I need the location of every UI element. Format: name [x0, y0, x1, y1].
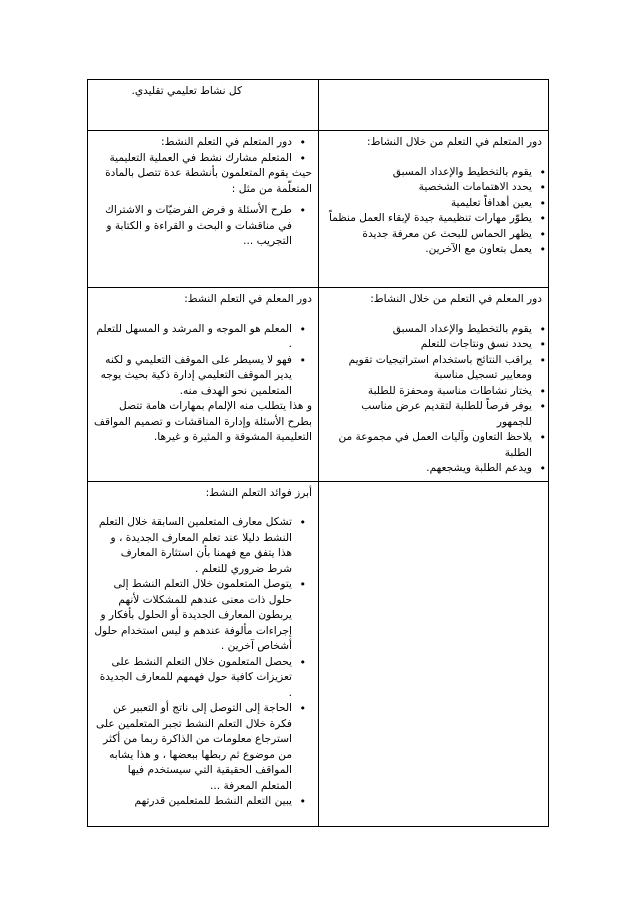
row4-left-list	[94, 515, 312, 810]
list-item: • الحاجة إلى التوصل إلى ناتج أو التعبير عن فكرة خلال التعلم النشط تجبر المتعلمين على استرجاع معلومات من الذاكرة ربما من أكثر من موضوع ثم ربطها ببعضها ، و هذا يشابه المواقف الحقيقية التي سيستخدم فيها المتعلم المعرفة ...	[94, 701, 292, 794]
row2-right-heading: دور المتعلم في التعلم من خلال النشاط:	[367, 136, 542, 148]
cell-row1-right	[319, 80, 549, 131]
row2-left-list-bottom	[94, 203, 312, 250]
list-item: • المتعلم مشارك نشط في العملية التعليمية	[94, 151, 292, 167]
row3-left-paragraph: و هذا يتطلب منه الإلمام بمهارات هامة تتصل بطرح الأسئلة وإدارة المناقشات و تصميم المواقف التعليمية المشوقة و المثيرة و غيرها.	[94, 400, 312, 443]
list-item: • يحصل المتعلمون خلال التعلم النشط على تعزيزات كافية حول فهمهم للمعارف الجديدة .	[94, 655, 292, 702]
list-item: • يلاحظ التعاون وآليات العمل في مجموعة من الطلبة	[325, 430, 532, 461]
row2-left-list-top	[94, 135, 312, 166]
list-item: • فهو لا يسيطر على الموقف التعليمي و لكنه يدير الموقف التعليمي إدارة ذكية بحيث يوجه المتعلمين نحو الهدف منه.	[94, 353, 292, 400]
cell-row2-left	[88, 131, 319, 288]
row3-left-list	[94, 322, 312, 400]
list-item: • دور المتعلم في التعلم النشط:	[94, 135, 292, 151]
table-row	[88, 80, 549, 131]
list-item: • تشكل معارف المتعلمين السابقة خلال التعلم النشط دليلا عند تعلم المعارف الجديدة ، و هذا يتفق مع فهمنا بأن استثارة المعارف شرط ضروري للتعلم .	[94, 515, 292, 577]
table-row	[88, 288, 549, 482]
list-item: • يوفر فرصاً للطلبة لتقديم عرض مناسب للجمهور	[325, 399, 532, 430]
table-row	[88, 481, 549, 826]
row3-left-heading: دور المعلم في التعلم النشط:	[184, 293, 312, 305]
list-item: • يظهر الحماس للبحث عن معرفة جديدة	[325, 227, 532, 243]
list-item: • يقوم بالتخطيط والإعداد المسبق	[325, 322, 532, 338]
list-item: • ويدعم الطلبة ويشجعهم.	[325, 461, 532, 477]
cell-row3-left	[88, 288, 319, 482]
cell-row4-right	[319, 481, 549, 826]
list-item: • يعمل بتعاون مع الآخرين.	[325, 242, 532, 258]
list-item: • يبين التعلم النشط للمتعلمين قدرتهم	[94, 794, 292, 810]
row3-right-heading: دور المعلم في التعلم من خلال النشاط:	[370, 293, 542, 305]
content-table	[87, 79, 549, 827]
list-item: • يحدد نسق ونتاجات للتعلم	[325, 337, 532, 353]
row3-right-list	[325, 322, 542, 477]
list-item: • المعلم هو الموجه و المرشد و المسهل للتعلم .	[94, 322, 292, 353]
list-item: • يتوصل المتعلمون خلال التعلم النشط إلى حلول ذات معنى عندهم للمشكلات لأنهم يربطون المعارف الجديدة أو الحلول بأفكار و إجراءات مألوفة عندهم و ليس استخدام حلول أشخاص آخرين .	[94, 577, 292, 655]
list-item: • يختار نشاطات مناسبة ومحفزة للطلبة	[325, 384, 532, 400]
list-item: • طرح الأسئلة و فرض الفرضيّات و الاشتراك في مناقشات و البحث و القراءة و الكتابة و التجريب ...	[94, 203, 292, 250]
cell-row2-right	[319, 131, 549, 288]
cell-row4-left	[88, 481, 319, 826]
table-row	[88, 131, 549, 288]
list-item: • يعين أهدافاً تعليمية	[325, 196, 532, 212]
row4-left-heading: أبرز فوائد التعلم النشط:	[205, 486, 312, 499]
list-item: • يراقب النتائج باستخدام استراتيجيات تقويم ومعايير تسجيل مناسبة	[325, 353, 532, 384]
cell-row3-right	[319, 288, 549, 482]
row2-right-list	[325, 165, 542, 258]
row1-text: كل نشاط تعليمي تقليدي.	[131, 85, 242, 97]
row2-left-paragraph: حيث يقوم المتعلمون بأنشطة عدة تتصل بالمادة المتعلّمة من مثل :	[105, 167, 312, 195]
list-item: • يقوم بالتخطيط والإعداد المسبق	[325, 165, 532, 181]
cell-row1-left	[88, 80, 319, 131]
list-item: • يحدد الاهتمامات الشخصية	[325, 180, 532, 196]
list-item: • يطوّر مهارات تنظيمية جيدة لإبقاء العمل منظماً	[325, 211, 532, 227]
